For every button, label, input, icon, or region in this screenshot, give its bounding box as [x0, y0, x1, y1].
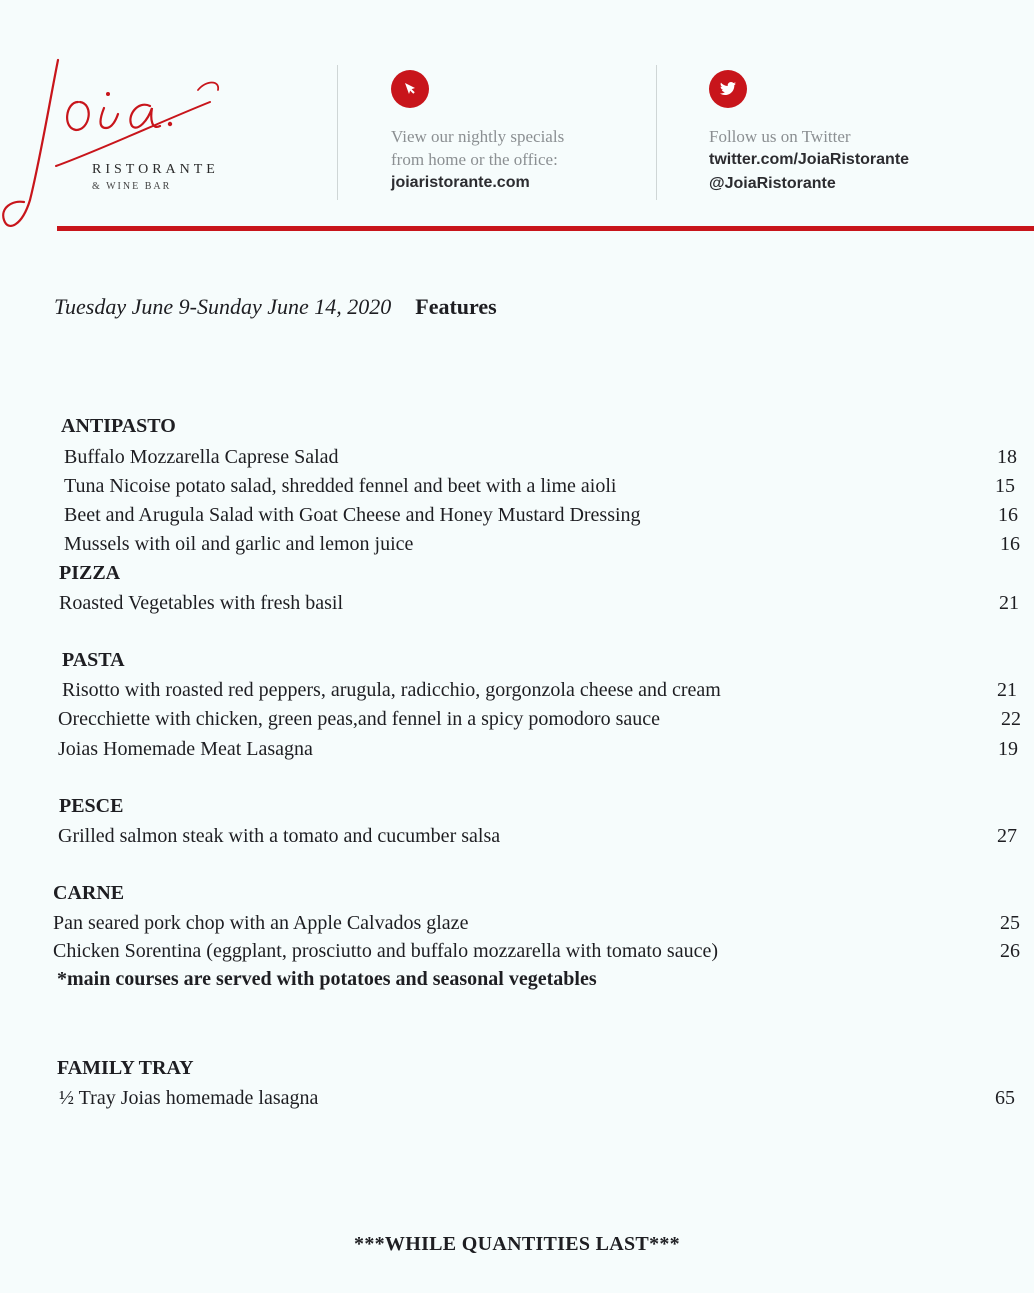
web-info-line-1: View our nightly specials: [391, 127, 565, 146]
logo-script-mark: [0, 50, 240, 235]
features-label: Features: [415, 294, 497, 319]
date-heading: [54, 294, 497, 320]
menu-item-name: Orecchiette with chicken, green peas,and fennel in a spicy pomodoro sauce: [58, 708, 660, 730]
section-title-pesce: PESCE: [59, 795, 124, 817]
menu-item-price: 21: [997, 679, 1017, 701]
menu-item-price: 16: [998, 504, 1018, 526]
twitter-url-link[interactable]: twitter.com/JoiaRistorante: [709, 151, 910, 168]
header-rule: [57, 226, 1034, 231]
menu-item-price: 27: [997, 825, 1017, 847]
menu-item-price: 22: [1001, 708, 1021, 730]
section-title-family-tray: FAMILY TRAY: [57, 1057, 194, 1079]
menu-item-name: Tuna Nicoise potato salad, shredded fennel and beet with a lime aioli: [64, 475, 617, 497]
menu-item-name: Mussels with oil and garlic and lemon juice: [64, 533, 414, 555]
menu-item-name: ½ Tray Joias homemade lasagna: [59, 1087, 319, 1109]
twitter-info: [709, 70, 909, 196]
menu-item-name: Pan seared pork chop with an Apple Calvados glaze: [53, 912, 469, 934]
section-title-pizza: PIZZA: [59, 562, 121, 584]
menu-item-name: Joias Homemade Meat Lasagna: [58, 738, 313, 760]
twitter-info-line: Follow us on Twitter: [709, 127, 851, 146]
menu-item-name: Roasted Vegetables with fresh basil: [59, 592, 344, 614]
logo-subtitle: & WINE BAR: [92, 181, 172, 192]
menu-item-price: 21: [999, 592, 1019, 614]
menu-item-name: Risotto with roasted red peppers, arugula, radicchio, gorgonzola cheese and cream: [62, 679, 721, 701]
main-course-note: *main courses are served with potatoes and seasonal vegetables: [57, 968, 597, 990]
header-divider: [337, 65, 338, 200]
header-divider: [656, 65, 657, 200]
menu-item-price: 18: [997, 446, 1017, 468]
menu-item-price: 65: [995, 1087, 1015, 1109]
menu-item-name: Buffalo Mozzarella Caprese Salad: [64, 446, 339, 468]
twitter-icon[interactable]: [709, 70, 747, 108]
restaurant-logo: [0, 50, 240, 235]
header: [0, 0, 1034, 240]
menu-item-price: 19: [998, 738, 1018, 760]
menu-item-name: Grilled salmon steak with a tomato and cucumber salsa: [58, 825, 501, 847]
menu-item-name: Beet and Arugula Salad with Goat Cheese and Honey Mustard Dressing: [64, 504, 641, 526]
cursor-icon[interactable]: [391, 70, 429, 108]
footer-notice: ***WHILE QUANTITIES LAST***: [354, 1233, 680, 1255]
section-title-pasta: PASTA: [62, 649, 125, 671]
menu-item-price: 25: [1000, 912, 1020, 934]
section-title-antipasto: ANTIPASTO: [61, 415, 176, 437]
section-title-carne: CARNE: [53, 882, 125, 904]
logo-wordmark: RISTORANTE: [92, 162, 219, 177]
twitter-handle-link[interactable]: @JoiaRistorante: [709, 175, 836, 192]
web-info-line-2: from home or the office:: [391, 150, 558, 169]
date-range: Tuesday June 9-Sunday June 14, 2020: [54, 294, 392, 319]
menu-item-price: 15: [995, 475, 1015, 497]
menu-item-price: 16: [1000, 533, 1020, 555]
website-link[interactable]: joiaristorante.com: [391, 174, 530, 191]
menu-item-price: 26: [1000, 940, 1020, 962]
menu-item-name: Chicken Sorentina (eggplant, prosciutto and buffalo mozzarella with tomato sauce): [53, 940, 718, 962]
web-info: [391, 70, 564, 195]
